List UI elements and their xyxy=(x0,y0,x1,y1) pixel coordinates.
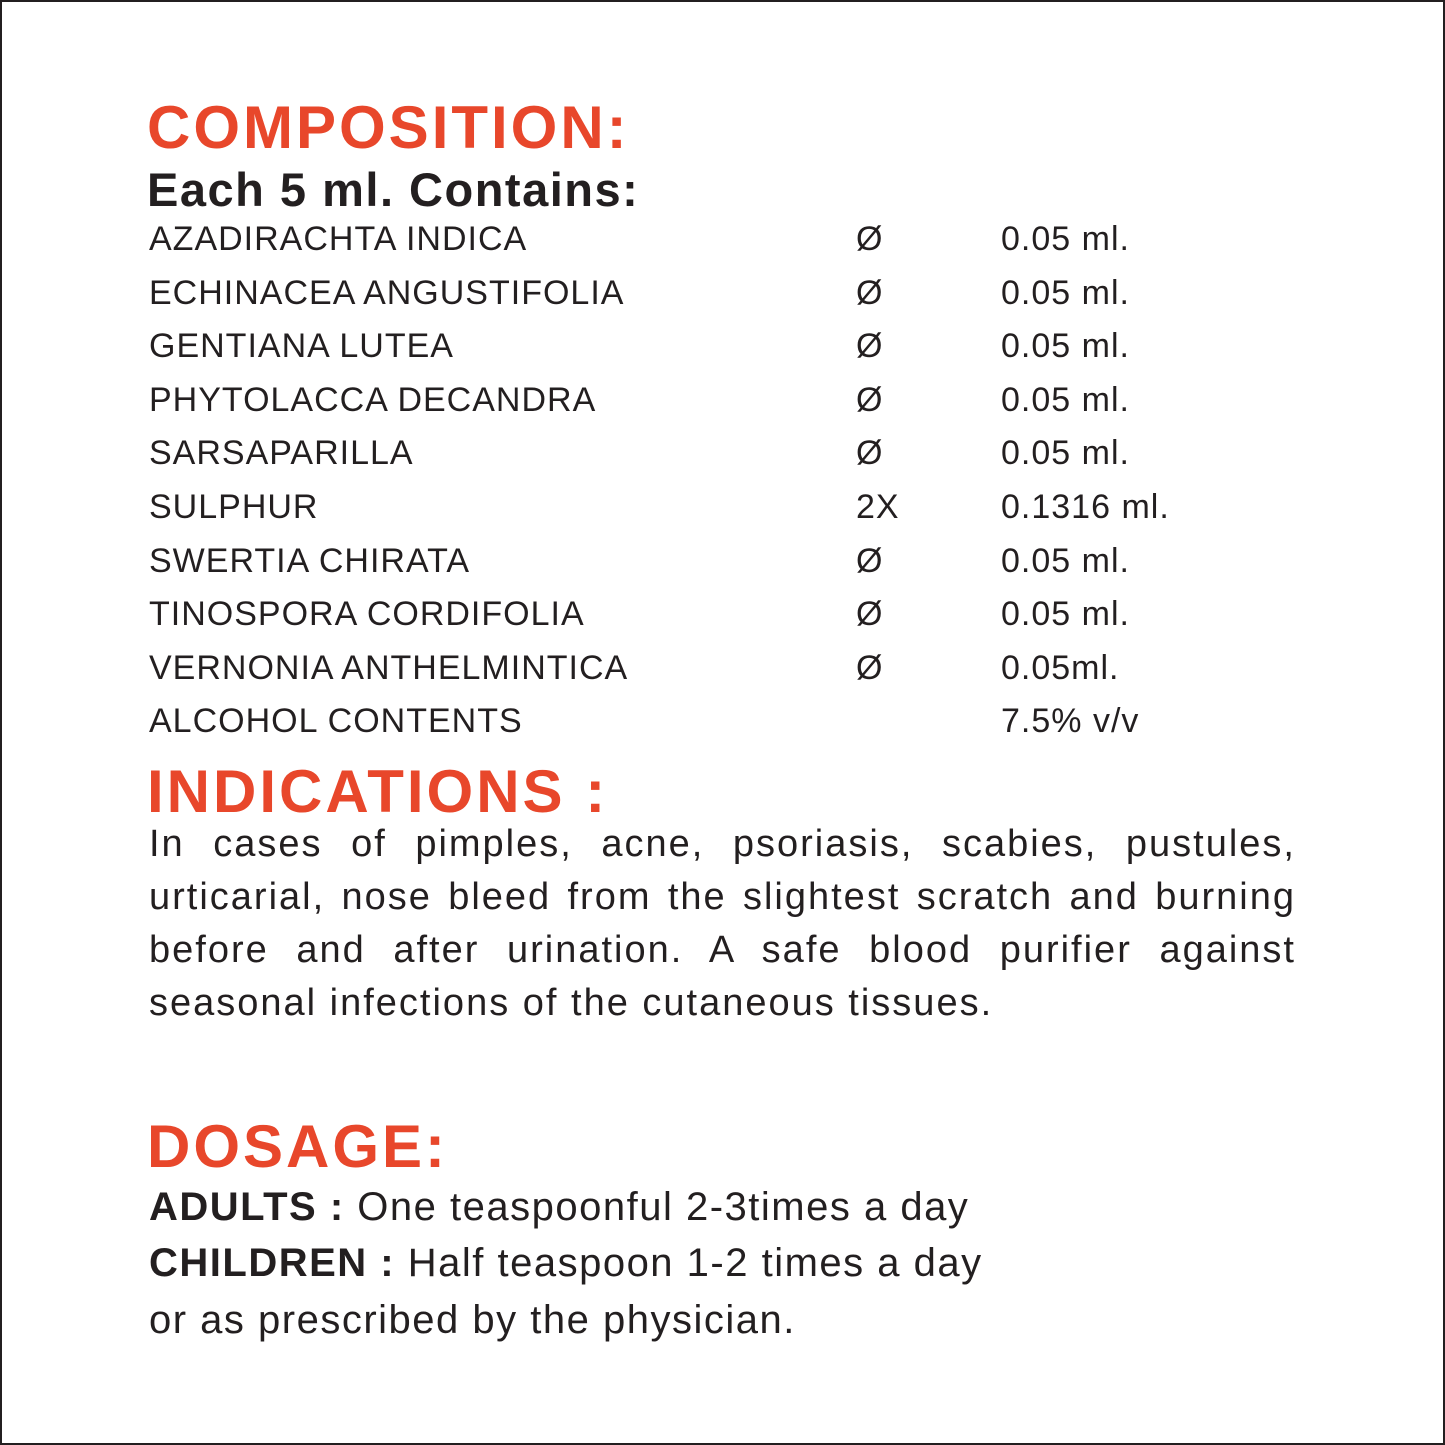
ingredient-name: GENTIANA LUTEA xyxy=(149,327,454,366)
dosage-children-label: CHILDREN : xyxy=(149,1241,396,1285)
ingredient-row xyxy=(149,647,1309,701)
ingredient-amount: 0.05 ml. xyxy=(1001,327,1130,366)
ingredient-potency: Ø xyxy=(856,595,884,634)
ingredient-row xyxy=(149,486,1309,540)
ingredient-row xyxy=(149,272,1309,326)
ingredient-amount: 0.05 ml. xyxy=(1001,434,1130,473)
ingredient-amount: 0.05ml. xyxy=(1001,648,1120,687)
dosage-adults xyxy=(149,1187,969,1227)
ingredient-potency: Ø xyxy=(856,648,884,687)
ingredient-potency: Ø xyxy=(856,541,884,580)
ingredient-potency: Ø xyxy=(856,327,884,366)
ingredient-potency: Ø xyxy=(856,380,884,419)
ingredient-row xyxy=(149,540,1309,594)
ingredient-potency: Ø xyxy=(856,273,884,312)
ingredient-name: TINOSPORA CORDIFOLIA xyxy=(149,595,585,634)
ingredient-potency: Ø xyxy=(856,434,884,473)
ingredient-amount: 0.1316 ml. xyxy=(1001,487,1170,526)
composition-heading: COMPOSITION: xyxy=(147,94,630,161)
ingredient-name: SULPHUR xyxy=(149,487,319,526)
ingredient-name: ECHINACEA ANGUSTIFOLIA xyxy=(149,273,625,312)
ingredient-amount: 0.05 ml. xyxy=(1001,595,1130,634)
dosage-adults-label: ADULTS : xyxy=(149,1185,345,1229)
ingredient-row xyxy=(149,432,1309,486)
ingredient-amount: 0.05 ml. xyxy=(1001,380,1130,419)
dosage-children-text: Half teaspoon 1-2 times a day xyxy=(407,1241,983,1285)
ingredient-row xyxy=(149,325,1309,379)
ingredient-amount: 0.05 ml. xyxy=(1001,220,1130,258)
ingredient-amount: 7.5% v/v xyxy=(1001,702,1140,741)
dosage-adults-text: One teaspoonful 2-3times a day xyxy=(357,1185,970,1229)
dosage-children xyxy=(149,1243,983,1283)
ingredient-potency: 2X xyxy=(856,487,900,526)
ingredient-name: AZADIRACHTA INDICA xyxy=(149,220,528,258)
ingredient-name: SARSAPARILLA xyxy=(149,434,414,473)
ingredient-name: ALCOHOL CONTENTS xyxy=(149,702,523,741)
indications-text: In cases of pimples, acne, psoriasis, scabies, pustules, urticarial, nose bleed from the slightest scratch and burning before and after urination. A safe blood purifier against seasonal infections of the cutaneous tissues. xyxy=(149,823,1296,1024)
dosage-note: or as prescribed by the physician. xyxy=(149,1298,796,1342)
ingredient-name: PHYTOLACCA DECANDRA xyxy=(149,380,597,419)
ingredient-row xyxy=(149,379,1309,433)
ingredient-row xyxy=(149,700,1309,754)
ingredient-row xyxy=(149,593,1309,647)
ingredient-name: VERNONIA ANTHELMINTICA xyxy=(149,648,629,687)
ingredient-amount: 0.05 ml. xyxy=(1001,273,1130,312)
ingredient-potency: Ø xyxy=(856,220,884,258)
ingredient-amount: 0.05 ml. xyxy=(1001,541,1130,580)
ingredient-list xyxy=(149,218,1309,754)
dosage-heading: DOSAGE: xyxy=(147,1113,449,1180)
ingredient-name: SWERTIA CHIRATA xyxy=(149,541,471,580)
composition-subheading: Each 5 ml. Contains: xyxy=(147,163,640,216)
ingredient-row xyxy=(149,218,1309,272)
indications-heading: INDICATIONS : xyxy=(147,758,609,825)
